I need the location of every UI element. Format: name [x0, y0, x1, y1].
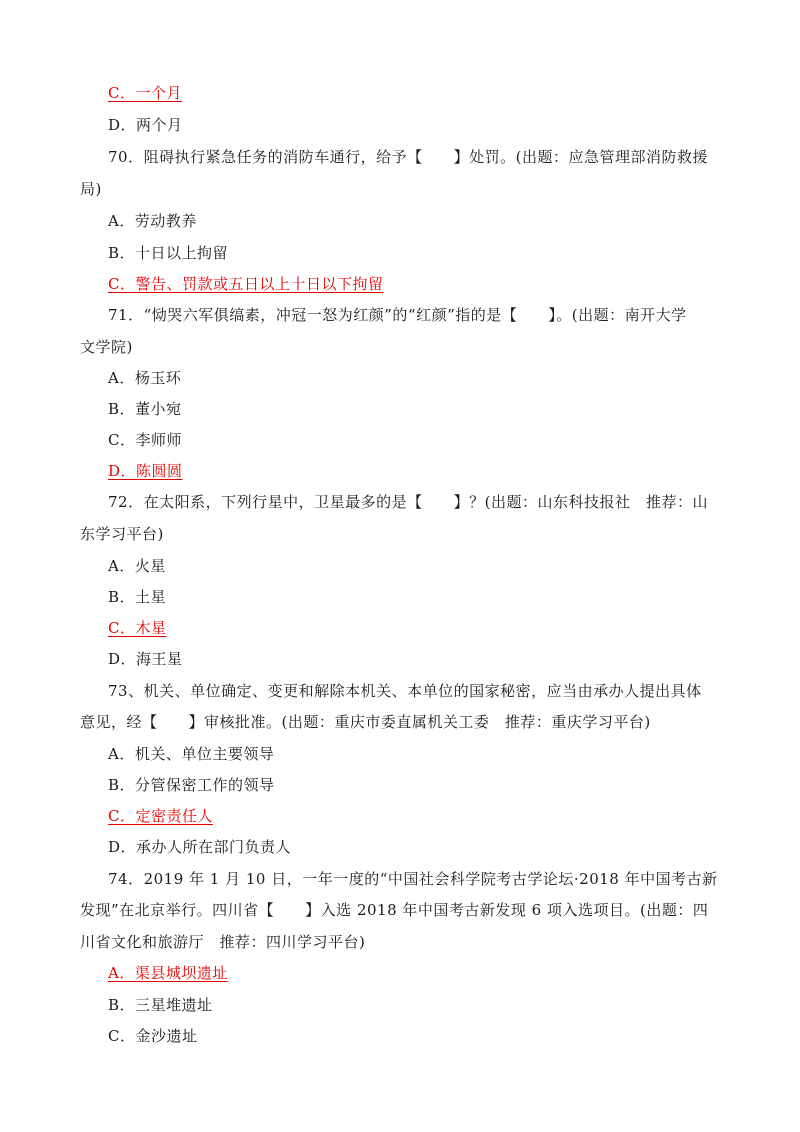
question-74-text-continued-2: 川省文化和旅游厅 推荐：四川学习平台): [80, 933, 366, 951]
q73-option-a: A．机关、单位主要领导: [108, 745, 275, 763]
question-71-text: 71．“恸哭六军俱缟素，冲冠一怒为红颜”的“红颜”指的是【 】。(出题：南开大学: [108, 306, 687, 324]
question-74-text: 74．2019 年 1 月 10 日，一年一度的“中国社会科学院考古学论坛·2018 年中国考古新: [108, 870, 718, 888]
q73-option-b: B．分管保密工作的领导: [108, 776, 275, 794]
q71-option-d-correct-answer: D．陈圆圆: [108, 462, 183, 480]
question-74-text-continued: 发现”在北京举行。四川省【 】入选 2018 年中国考古新发现 6 项入选项目。(出题：四: [80, 901, 709, 919]
q72-option-c-correct-answer: C．木星: [108, 619, 167, 637]
question-70-text: 70．阻碍执行紧急任务的消防车通行，给予【 】处罚。(出题：应急管理部消防救援: [108, 148, 708, 166]
q71-option-c: C．李师师: [108, 431, 182, 449]
q70-option-b: B．十日以上拘留: [108, 244, 229, 262]
q72-option-a: A．火星: [108, 557, 166, 575]
q70-option-a: A．劳动教养: [108, 212, 197, 230]
question-72-text: 72．在太阳系，下列行星中，卫星最多的是【 】？(出题：山东科技报社 推荐：山: [108, 493, 708, 511]
q72-option-b: B．土星: [108, 588, 167, 606]
q74-option-b: B．三星堆遗址: [108, 996, 213, 1014]
q74-option-c: C．金沙遗址: [108, 1027, 198, 1045]
q74-option-a-correct-answer: A．渠县城坝遗址: [108, 964, 228, 982]
q69-option-d: D．两个月: [108, 116, 183, 134]
q71-option-a: A．杨玉环: [108, 369, 182, 387]
q71-option-b: B．董小宛: [108, 400, 182, 418]
q73-option-d: D．承办人所在部门负责人: [108, 838, 292, 856]
q72-option-d: D．海王星: [108, 650, 183, 668]
question-73-text: 73、机关、单位确定、变更和解除本机关、本单位的国家秘密，应当由承办人提出具体: [108, 682, 702, 700]
q69-option-c-correct-answer: C．一个月: [108, 84, 182, 102]
q73-option-c-correct-answer: C．定密责任人: [108, 807, 213, 825]
q70-option-c-correct-answer: C．警告、罚款或五日以上十日以下拘留: [108, 275, 384, 293]
question-71-text-continued: 文学院): [80, 338, 133, 356]
question-72-text-continued: 东学习平台): [80, 525, 164, 543]
question-73-text-continued: 意见，经【 】审核批准。(出题：重庆市委直属机关工委 推荐：重庆学习平台): [80, 713, 651, 731]
question-70-text-continued: 局): [80, 180, 102, 198]
